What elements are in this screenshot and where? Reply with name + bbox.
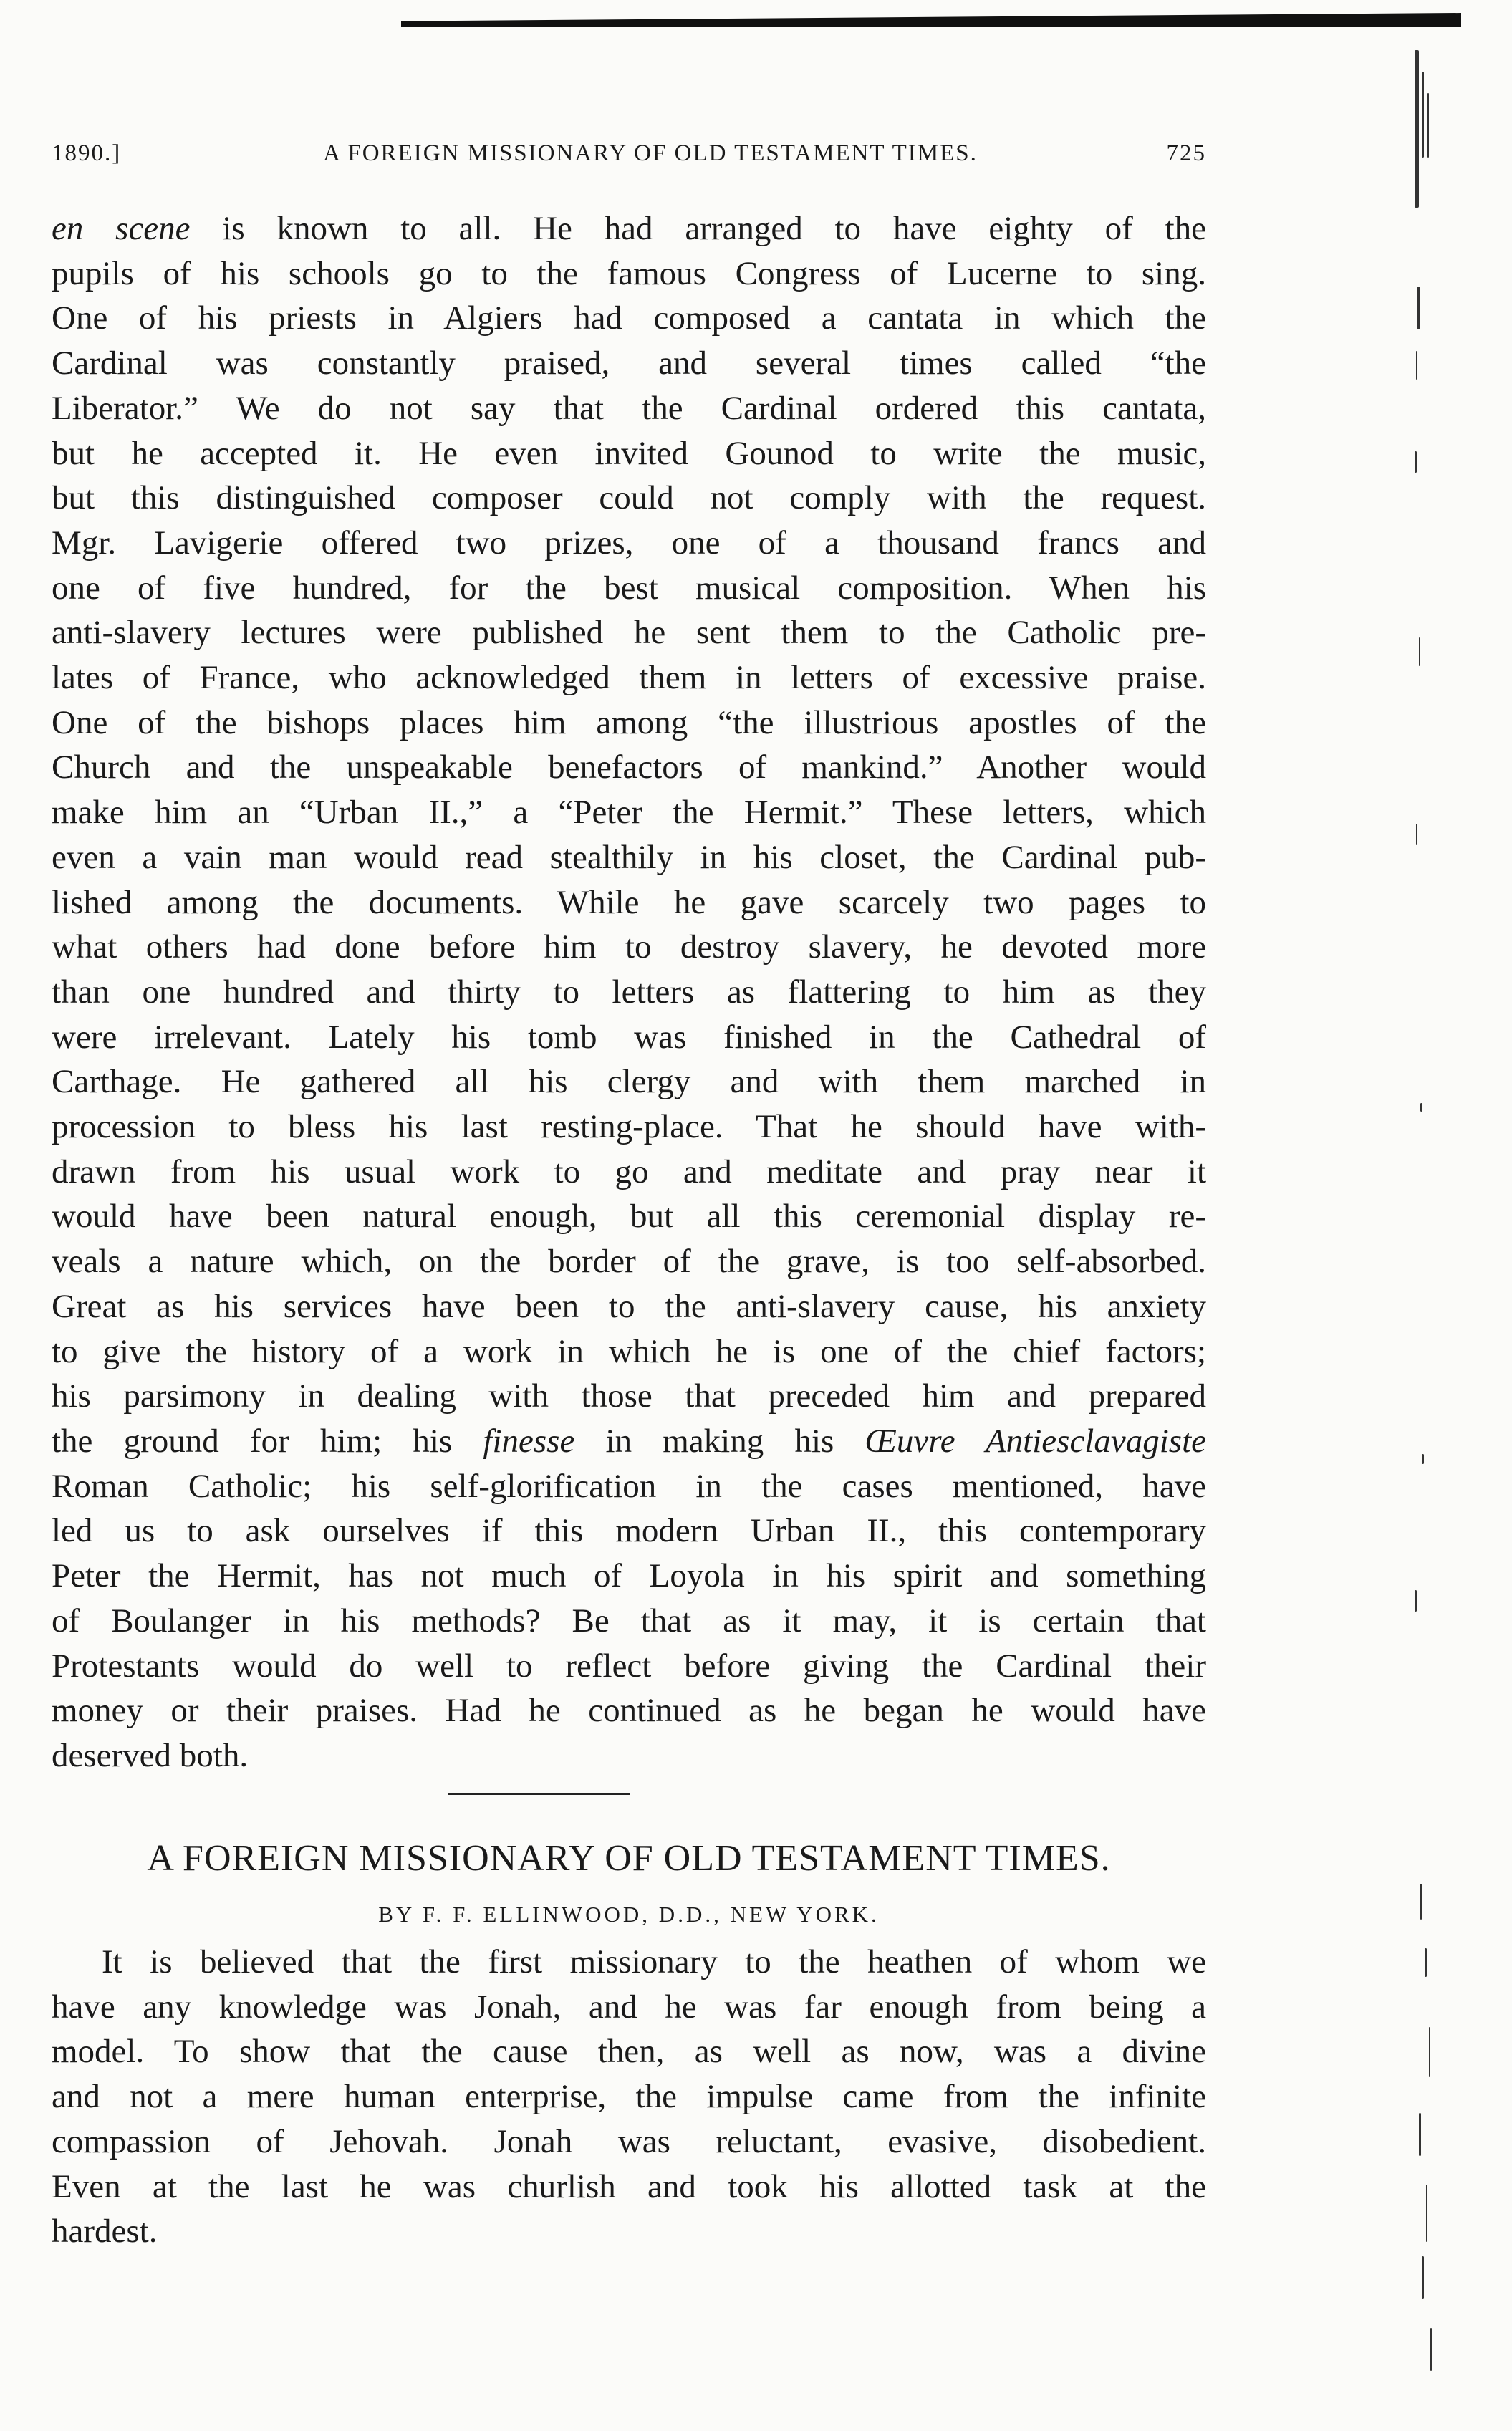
section-divider (448, 1793, 630, 1795)
text-line: Cardinal was constantly praised, and several times called “the (52, 345, 1206, 382)
binding-speck (1422, 2256, 1424, 2299)
text-line: It is believed that the first missionary to the heathen of whom we (102, 1943, 1206, 1980)
text-line: Mgr. Lavigerie offered two prizes, one of a thousand francs and (52, 524, 1206, 562)
binding-speck (1427, 93, 1429, 158)
text-line: make him an “Urban II.,” a “Peter the Hermit.” These letters, which (52, 794, 1206, 832)
text-line: the ground for him; his finesse in making his Œuvre Antiesclavagiste (52, 1422, 1206, 1460)
text-line: Carthage. He gathered all his clergy and with them marched in (52, 1063, 1206, 1101)
text-line: but he accepted it. He even invited Gounod to write the music, (52, 434, 1206, 472)
text-line: Peter the Hermit, has not much of Loyola in his spirit and something (52, 1557, 1206, 1595)
text-line: lished among the documents. While he gave scarcely two pages to (52, 883, 1206, 921)
text-line: Church and the unspeakable benefactors of mankind.” Another would (52, 748, 1206, 786)
text-line: deserved both. (52, 1736, 249, 1774)
text-line: veals a nature which, on the border of the grave, is too self-absorbed. (52, 1243, 1206, 1281)
binding-speck (1422, 72, 1424, 158)
text-line: lates of France, who acknowledged them in letters of excessive praise. (52, 659, 1206, 697)
text-line: One of the bishops places him among “the illustrious apostles of the (52, 703, 1206, 741)
text-line: en scene is known to all. He had arranged to have eighty of the (52, 210, 1207, 247)
binding-speck (1415, 451, 1417, 473)
binding-speck (1422, 1454, 1424, 1464)
binding-speck (1426, 2185, 1427, 2242)
binding-speck (1425, 1948, 1427, 1977)
text-line: Roman Catholic; his self-glorification in the cases mentioned, have (52, 1467, 1206, 1505)
header-running-title: A FOREIGN MISSIONARY OF OLD TESTAMENT TIMES. (323, 140, 978, 166)
binding-speck (1419, 2113, 1421, 2156)
text-line: even a vain man would read stealthily in his closet, the Cardinal pub- (52, 838, 1206, 876)
text-line: procession to bless his last resting-place. That he should have with- (52, 1108, 1206, 1146)
text-line: would have been natural enough, but all this ceremonial display re- (52, 1198, 1206, 1236)
header-year: 1890.] (52, 140, 122, 166)
text-line: and not a mere human enterprise, the impulse came from the infinite (52, 2078, 1206, 2116)
text-line: but this distinguished composer could not comply with the request. (52, 479, 1206, 517)
text-line: Great as his services have been to the anti-slavery cause, his anxiety (52, 1287, 1206, 1325)
text-line: drawn from his usual work to go and meditate and pray near it (52, 1152, 1206, 1190)
text-line: what others had done before him to destroy slavery, he devoted more (52, 928, 1206, 966)
binding-speck (1420, 1103, 1422, 1112)
text-line: were irrelevant. Lately his tomb was finished in the Cathedral of (52, 1018, 1206, 1056)
article-title: A FOREIGN MISSIONARY OF OLD TESTAMENT TIMES. (147, 1838, 1111, 1879)
text-line: anti-slavery lectures were published he sent them to the Catholic pre- (52, 614, 1206, 652)
binding-speck (1415, 1590, 1417, 1612)
text-line: compassion of Jehovah. Jonah was reluctant, evasive, disobedient. (52, 2122, 1206, 2160)
binding-speck (1417, 287, 1420, 329)
binding-speck (1430, 2328, 1432, 2371)
text-line: his parsimony in dealing with those that preceded him and prepared (52, 1377, 1206, 1415)
text-line: to give the history of a work in which he is one of the chief factors; (52, 1332, 1206, 1370)
binding-speck (1416, 351, 1417, 380)
text-line: Liberator.” We do not say that the Cardinal ordered this cantata, (52, 389, 1206, 427)
top-edge-rule (401, 13, 1461, 27)
text-line: led us to ask ourselves if this modern Urban II., this contemporary (52, 1512, 1206, 1550)
text-line: Even at the last he was churlish and took his allotted task at the (52, 2167, 1206, 2205)
binding-edge-marks (1415, 50, 1450, 2385)
text-line: money or their praises. Had he continued as he began he would have (52, 1692, 1206, 1730)
running-header (52, 140, 1206, 178)
article-byline: BY F. F. ELLINWOOD, D.D., NEW YORK. (378, 1902, 880, 1927)
text-line: one of five hundred, for the best musical composition. When his (52, 569, 1206, 607)
continued-article-text (52, 206, 1206, 1778)
text-line: than one hundred and thirty to letters as flattering to him as they (52, 973, 1206, 1011)
binding-speck (1429, 2027, 1430, 2077)
binding-speck (1416, 824, 1417, 845)
text-line: One of his priests in Algiers had composed a cantata in which the (52, 299, 1206, 337)
text-line: of Boulanger in his methods? Be that as it may, it is certain that (52, 1602, 1206, 1640)
text-line: model. To show that the cause then, as well as now, was a divine (52, 2033, 1206, 2071)
text-line: have any knowledge was Jonah, and he was far enough from being a (52, 1988, 1206, 2026)
page-number: 725 (1166, 140, 1206, 166)
binding-speck (1419, 637, 1420, 666)
text-line: pupils of his schools go to the famous Congress of Lucerne to sing. (52, 254, 1206, 292)
text-line: hardest. (52, 2213, 158, 2251)
article-body (52, 1940, 1206, 2254)
binding-speck (1415, 50, 1419, 208)
text-line: Protestants would do well to reflect before giving the Cardinal their (52, 1647, 1206, 1685)
binding-speck (1420, 1884, 1422, 1920)
